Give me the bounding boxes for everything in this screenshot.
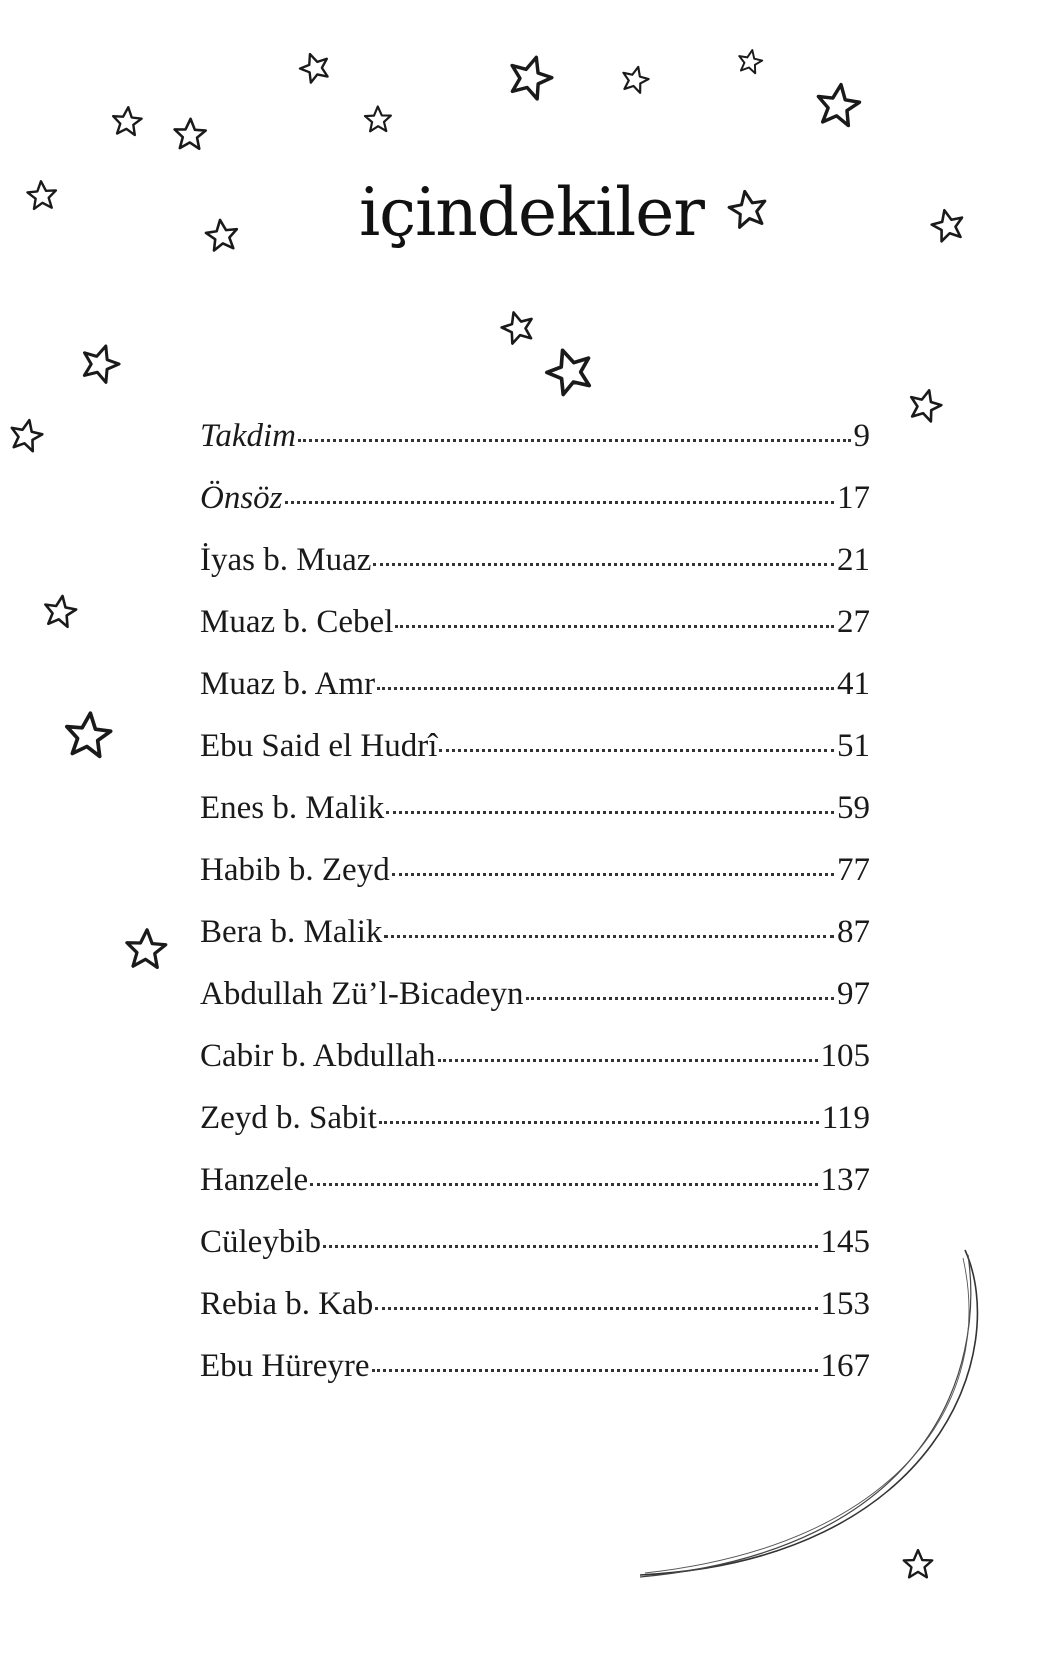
toc-entry-title: Zeyd b. Sabit bbox=[200, 1100, 377, 1136]
toc-entry-page-number: 167 bbox=[820, 1348, 870, 1384]
toc-entry-page-number: 17 bbox=[837, 480, 870, 516]
toc-entry-title: Muaz b. Cebel bbox=[200, 604, 394, 640]
dot-leader bbox=[439, 747, 834, 752]
star-outline-icon bbox=[505, 51, 556, 101]
toc-entry bbox=[200, 666, 870, 728]
toc-entry bbox=[200, 1286, 870, 1348]
toc-entry bbox=[200, 1348, 870, 1410]
toc-entry-title: Cabir b. Abdullah bbox=[200, 1038, 436, 1074]
toc-entry-title: Cüleybib bbox=[200, 1224, 321, 1260]
star-outline-icon bbox=[815, 82, 862, 127]
toc-entry bbox=[200, 480, 870, 542]
toc-entry-title: Önsöz bbox=[200, 480, 283, 516]
toc-entry-title: Abdullah Zü’l-Bicadeyn bbox=[200, 976, 524, 1012]
toc-entry bbox=[200, 604, 870, 666]
dot-leader bbox=[310, 1181, 817, 1186]
star-outline-icon bbox=[542, 343, 597, 397]
star-outline-icon bbox=[737, 48, 764, 74]
toc-entry-page-number: 105 bbox=[820, 1038, 870, 1074]
toc-entry bbox=[200, 1224, 870, 1286]
toc-entry bbox=[200, 728, 870, 790]
toc-entry-title: Muaz b. Amr bbox=[200, 666, 376, 702]
star-outline-icon bbox=[499, 308, 537, 345]
table-of-contents bbox=[200, 418, 870, 1410]
toc-entry-page-number: 21 bbox=[837, 542, 870, 578]
dot-leader bbox=[438, 1057, 818, 1062]
dot-leader bbox=[373, 561, 834, 566]
dot-leader bbox=[379, 1119, 819, 1124]
toc-entry bbox=[200, 1038, 870, 1100]
star-outline-icon bbox=[904, 1550, 933, 1577]
toc-entry-page-number: 9 bbox=[853, 418, 870, 454]
dot-leader bbox=[395, 623, 834, 628]
toc-entry bbox=[200, 914, 870, 976]
toc-entry-title: İyas b. Muaz bbox=[200, 542, 372, 578]
star-outline-icon bbox=[64, 711, 112, 757]
dot-leader bbox=[375, 1305, 817, 1310]
star-outline-icon bbox=[126, 929, 167, 968]
star-outline-icon bbox=[78, 340, 123, 384]
toc-entry-title: Bera b. Malik bbox=[200, 914, 383, 950]
toc-entry-page-number: 51 bbox=[837, 728, 870, 764]
toc-entry-page-number: 137 bbox=[820, 1162, 870, 1198]
toc-entry-title: Rebia b. Kab bbox=[200, 1286, 374, 1322]
toc-entry-title: Ebu Hüreyre bbox=[200, 1348, 370, 1384]
dot-leader bbox=[372, 1367, 818, 1372]
dot-leader bbox=[323, 1243, 818, 1248]
dot-leader bbox=[526, 995, 835, 1000]
toc-entry bbox=[200, 976, 870, 1038]
dot-leader bbox=[285, 499, 834, 504]
toc-entry-title: Ebu Said el Hudrî bbox=[200, 728, 438, 764]
toc-entry-title: Enes b. Malik bbox=[200, 790, 385, 826]
star-outline-icon bbox=[112, 106, 143, 136]
toc-entry bbox=[200, 542, 870, 604]
toc-entry-title: Takdim bbox=[200, 418, 296, 454]
toc-entry-title: Habib b. Zeyd bbox=[200, 852, 390, 888]
star-outline-icon bbox=[297, 49, 333, 84]
toc-entry-page-number: 119 bbox=[821, 1100, 870, 1136]
toc-entry bbox=[200, 852, 870, 914]
dot-leader bbox=[386, 809, 834, 814]
toc-entry bbox=[200, 1162, 870, 1224]
toc-entry-page-number: 145 bbox=[820, 1224, 870, 1260]
dot-leader bbox=[384, 933, 834, 938]
toc-entry bbox=[200, 418, 870, 480]
toc-entry-page-number: 41 bbox=[837, 666, 870, 702]
toc-entry bbox=[200, 1100, 870, 1162]
toc-entry-title: Hanzele bbox=[200, 1162, 309, 1198]
star-outline-icon bbox=[620, 64, 651, 94]
star-outline-icon bbox=[174, 118, 206, 149]
toc-entry-page-number: 77 bbox=[837, 852, 870, 888]
star-outline-icon bbox=[8, 417, 45, 452]
dot-leader bbox=[392, 871, 834, 876]
dot-leader bbox=[298, 437, 851, 442]
dot-leader bbox=[377, 685, 834, 690]
toc-entry-page-number: 59 bbox=[837, 790, 870, 826]
star-outline-icon bbox=[43, 594, 78, 628]
star-outline-icon bbox=[365, 106, 391, 131]
star-outline-icon bbox=[906, 386, 944, 423]
toc-entry-page-number: 153 bbox=[820, 1286, 870, 1322]
toc-entry-page-number: 97 bbox=[837, 976, 870, 1012]
toc-entry-page-number: 27 bbox=[837, 604, 870, 640]
page-title: içindekiler bbox=[359, 174, 704, 251]
toc-entry bbox=[200, 790, 870, 852]
toc-entry-page-number: 87 bbox=[837, 914, 870, 950]
